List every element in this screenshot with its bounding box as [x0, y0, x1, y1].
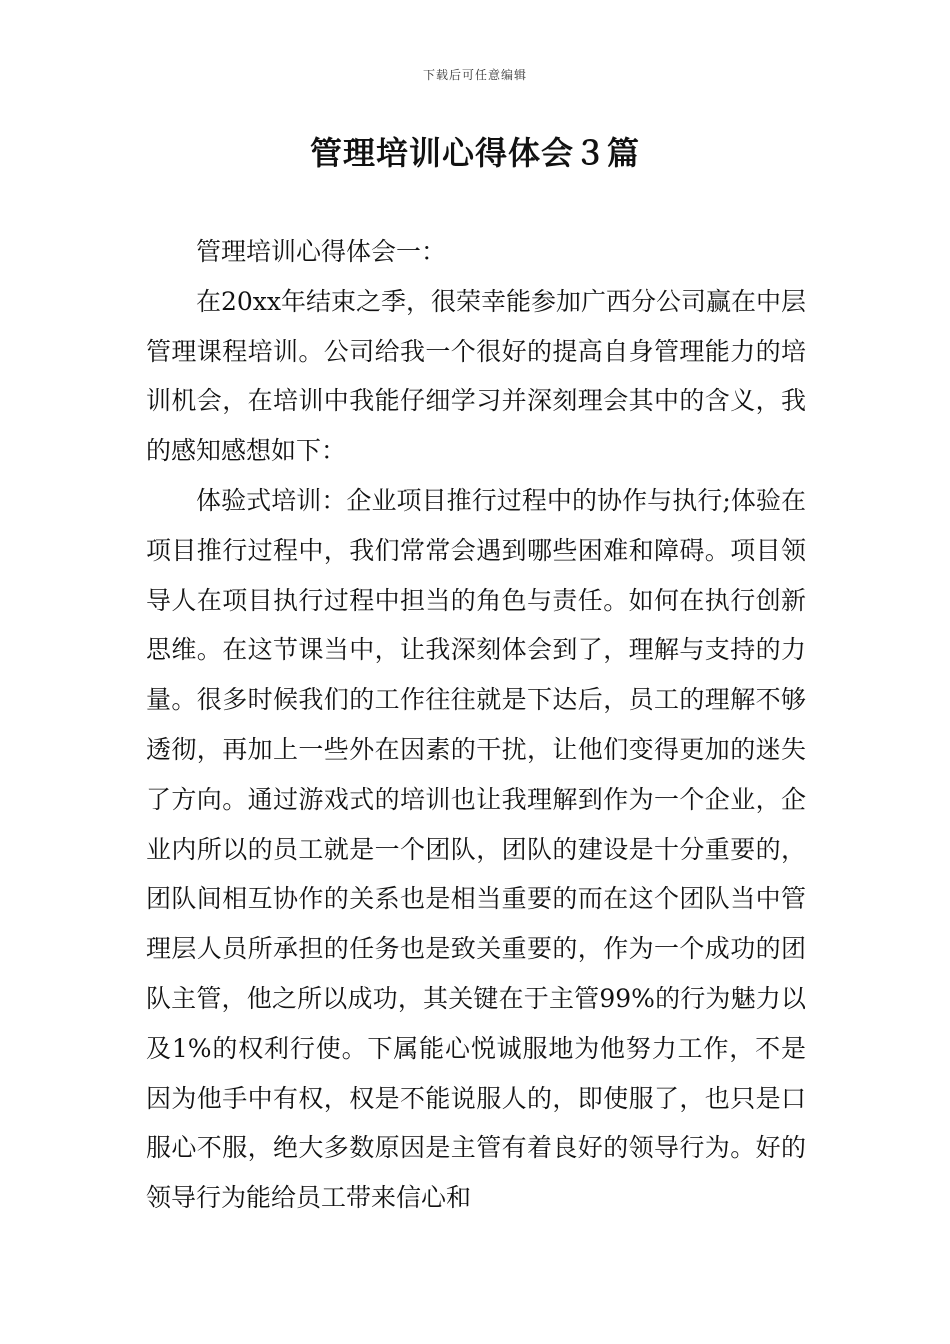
header-note: 下载后可任意编辑	[422, 68, 527, 82]
document-title: 管理培训心得体会３篇	[309, 134, 640, 172]
body-paragraph: 在20xx年结束之季，很荣幸能参加广西分公司赢在中层管理课程培训。公司给我一个很好的提高自身管理能力的培训机会，在培训中我能仔细学习并深刻理会其中的含义，我的感知感想如下：	[146, 286, 807, 466]
document-body	[146, 227, 806, 1223]
section-heading: 管理培训心得体会一：	[196, 237, 447, 266]
body-paragraph: 体验式培训：企业项目推行过程中的协作与执行;体验在项目推行过程中，我们常常会遇到哪些困难和障碍。项目领导人在项目执行过程中担当的角色与责任。如何在执行创新思维。在这节课当中，让我深刻体会到了，理解与支持的力量。很多时候我们的工作往往就是下达后，员工的理解不够透彻，再加上一些外在因素的干扰，让他们变得更加的迷失了方向。通过游戏式的培训也让我理解到作为一个企业，企业内所以的员工就是一个团队，团队的建设是十分重要的，团队间相互协作的关系也是相当重要的而在这个团队当中管理层人员所承担的任务也是致关重要的，作为一个成功的团队主管，他之所以成功，其关键在于主管99%的行为魅力以及1%的权利行使。下属能心悦诚服地为他努力工作，不是因为他手中有权，权是不能说服人的，即使服了，也只是口服心不服，绝大多数原因是主管有着良好的领导行为。好的领导行为能给员工带来信心和	[146, 485, 806, 1213]
